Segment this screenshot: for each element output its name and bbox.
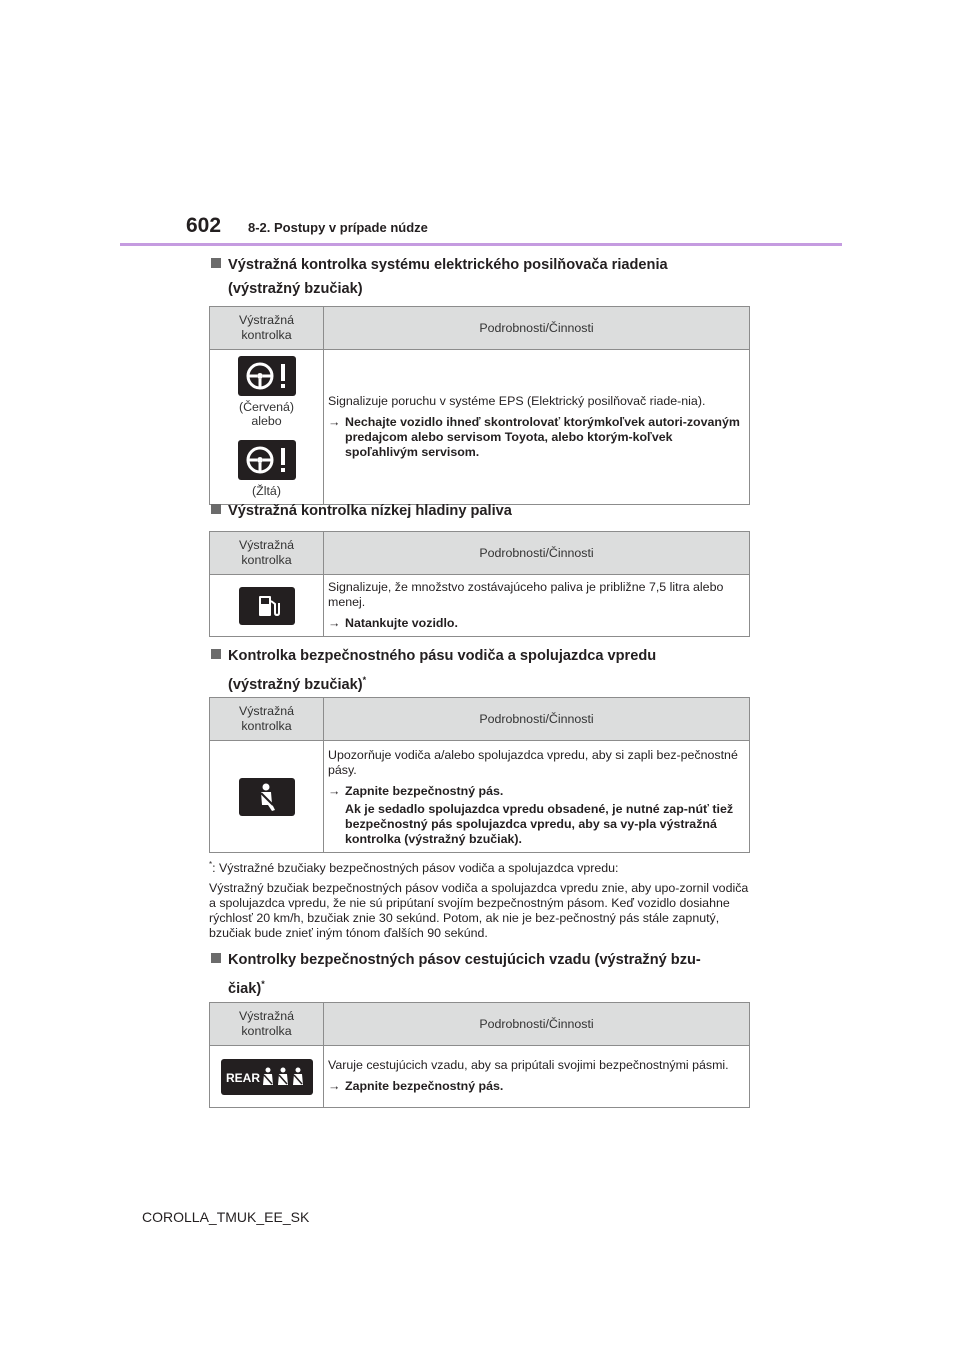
square-bullet-icon xyxy=(211,953,221,963)
col-header-details: Podrobnosti/Činnosti xyxy=(324,532,750,575)
col-header-details: Podrobnosti/Činnosti xyxy=(324,1003,750,1046)
col-header-indicator: Výstražná kontrolka xyxy=(210,532,324,575)
seatbelt-icon xyxy=(239,778,295,816)
details-cell xyxy=(324,1046,750,1108)
label-red: (Červená) xyxy=(238,400,295,414)
action: → Nechajte vozidlo ihneď skontrolovať ktorýmkoľvek autori-zovaným predajcom alebo servisom Toyota, alebo ktorým-koľvek spoľahlivým servisom. xyxy=(328,414,740,459)
indicator-cell xyxy=(210,350,324,505)
footnote xyxy=(209,857,754,941)
heading-rear-seatbelt: Kontrolky bezpečnostných pásov cestujúcich vzadu (výstražný bzu- čiak)* xyxy=(211,948,756,1001)
arrow-icon: → xyxy=(328,615,341,630)
description: Signalizuje, že množstvo zostávajúceho paliva je približne 7,5 litra alebo menej. xyxy=(328,579,724,609)
front-seatbelt-table xyxy=(209,697,750,853)
footer-doc-id: COROLLA_TMUK_EE_SK xyxy=(142,1209,310,1225)
heading-fuel: Výstražná kontrolka nízkej hladiny paliva xyxy=(211,499,756,523)
indicator-cell xyxy=(210,575,324,637)
footnote-marker: * xyxy=(362,675,367,685)
header-divider xyxy=(120,243,842,246)
indicator-cell xyxy=(210,1046,324,1108)
eps-table xyxy=(209,306,750,505)
heading-eps: Výstražná kontrolka systému elektrického posilňovača riadenia (výstražný bzučiak) xyxy=(211,253,756,301)
table-row xyxy=(210,741,750,853)
label-yellow: (Žltá) xyxy=(252,484,281,498)
description: Signalizuje poruchu v systéme EPS (Elektrický posilňovač riade-nia). xyxy=(328,393,706,408)
footnote-title: : Výstražné bzučiaky bezpečnostných pásov vodiča a spolujazdca vpredu: xyxy=(212,861,619,876)
action: → Zapnite bezpečnostný pás. xyxy=(328,1079,504,1093)
action: → Natankujte vozidlo. xyxy=(328,615,458,630)
footnote-marker: * xyxy=(261,979,265,989)
rear-label: REAR xyxy=(225,1070,260,1085)
heading-front-seatbelt: Kontrolka bezpečnostného pásu vodiča a spolujazdca vpredu (výstražný bzučiak)* xyxy=(211,644,756,697)
table-header-row xyxy=(210,532,750,575)
arrow-icon: → xyxy=(328,414,341,429)
action-note: Ak je sedadlo spolujazdca vpredu obsadené, je nutné zap-núť tiež bezpečnostný pás spolujazdca vpredu, aby sa vy-pla výstražná kontrolka (výstražný bzučiak). xyxy=(345,802,734,846)
arrow-icon: → xyxy=(328,784,341,798)
col-header-details: Podrobnosti/Činnosti xyxy=(324,698,750,741)
details-cell xyxy=(324,575,750,637)
section-title: 8-2. Postupy v prípade núdze xyxy=(248,220,428,235)
label-or: alebo xyxy=(251,414,282,428)
description: Upozorňuje vodiča a/alebo spolujazdca vpredu, aby si zapli bez-pečnostné pásy. xyxy=(328,748,738,777)
table-header-row xyxy=(210,307,750,350)
arrow-icon: → xyxy=(328,1079,341,1093)
footnote-marker: * xyxy=(209,860,213,869)
page-number: 602 xyxy=(186,214,222,237)
square-bullet-icon xyxy=(211,649,221,659)
table-header-row xyxy=(210,698,750,741)
col-header-indicator: Výstražná kontrolka xyxy=(210,698,324,741)
col-header-indicator: Výstražná kontrolka xyxy=(210,307,324,350)
details-cell xyxy=(324,350,750,505)
footnote-body: Výstražný bzučiak bezpečnostných pásov vodiča a spolujazdca vpredu znie, aby upo-zornil vodiča a spolujazdca vpredu, že nie sú pripútaní svojím bezpečnostným pásom. Keď vozidlo dosiahne rýchlosť 20 km/h, bzučiak znie 30 sekúnd. Potom, ak nie je bez-pečnostný pás stále zapnutý, bzučiak bude znieť iným tónom ďalších 90 sekúnd. xyxy=(209,881,749,941)
rear-seatbelt-icon xyxy=(221,1059,313,1095)
indicator-cell xyxy=(210,741,324,853)
rear-seatbelt-table xyxy=(209,1002,750,1108)
table-row xyxy=(210,350,750,505)
col-header-indicator: Výstražná kontrolka xyxy=(210,1003,324,1046)
fuel-pump-icon xyxy=(239,587,295,625)
steering-warning-icon xyxy=(238,440,296,480)
table-row xyxy=(210,575,750,637)
details-cell xyxy=(324,741,750,853)
table-row xyxy=(210,1046,750,1108)
table-header-row xyxy=(210,1003,750,1046)
description: Varuje cestujúcich vzadu, aby sa pripútali svojimi bezpečnostnými pásmi. xyxy=(328,1058,729,1072)
action: → Zapnite bezpečnostný pás. xyxy=(328,784,504,798)
steering-warning-icon xyxy=(238,356,296,396)
col-header-details: Podrobnosti/Činnosti xyxy=(324,307,750,350)
fuel-table xyxy=(209,531,750,637)
square-bullet-icon xyxy=(211,504,221,514)
square-bullet-icon xyxy=(211,258,221,268)
